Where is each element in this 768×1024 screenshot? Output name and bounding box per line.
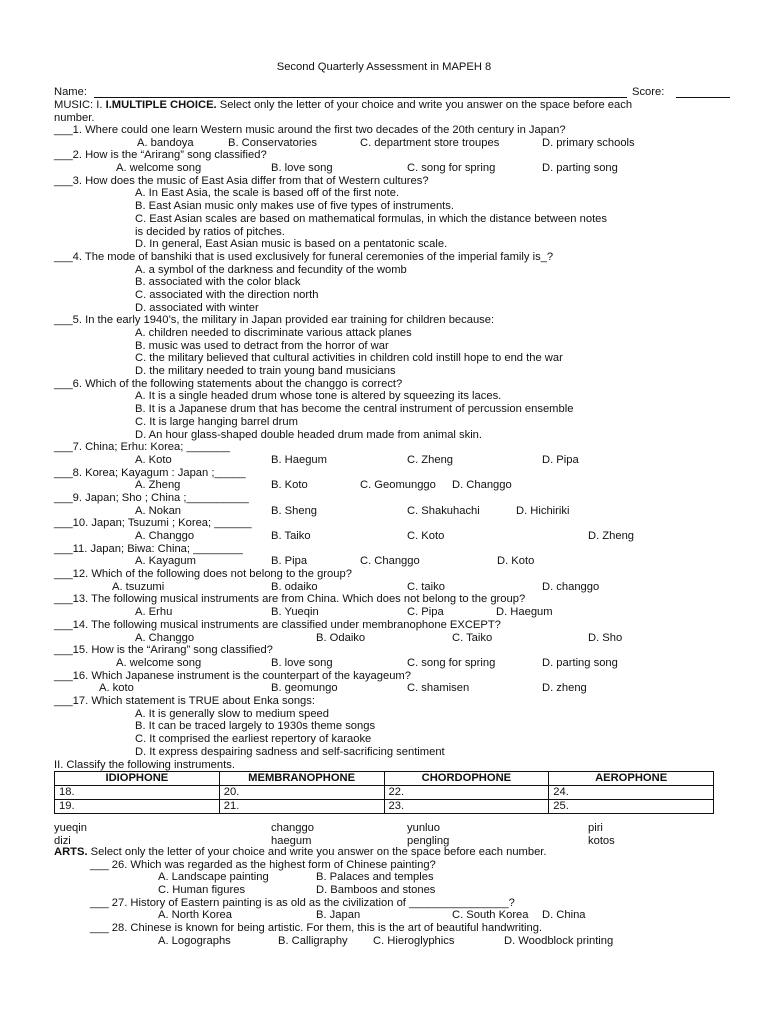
- answer-option: C. shamisen: [407, 682, 470, 695]
- page-title: Second Quarterly Assessment in MAPEH 8: [276, 61, 492, 73]
- question-stem: ___3. How does the music of East Asia differ from that of Western cultures?: [54, 174, 429, 187]
- instrument-word: yueqin: [54, 822, 87, 834]
- instrument-word-bank: [54, 822, 714, 847]
- question-stem: ___ 26. Which was regarded as the highest form of Chinese painting?: [90, 858, 436, 871]
- question-stem: ___9. Japan; Sho ; China ;__________: [54, 491, 249, 504]
- options-row: [54, 505, 714, 518]
- answer-option: B. Koto: [271, 479, 308, 492]
- answer-option: B. East Asian music only makes use of five types of instruments.: [135, 200, 454, 213]
- answer-cell[interactable]: 24.: [549, 786, 714, 800]
- column-header: AEROPHONE: [549, 772, 714, 786]
- column-header: CHORDOPHONE: [384, 772, 549, 786]
- answer-option: D. associated with winter: [135, 301, 259, 314]
- answer-option: is decided by ratios of pitches.: [135, 225, 285, 238]
- answer-option: D. China: [542, 909, 586, 922]
- column-header: IDIOPHONE: [55, 772, 220, 786]
- answer-option: B. love song: [271, 656, 333, 669]
- answer-option: B. Odaiko: [316, 631, 366, 644]
- answer-option: B. geomungo: [271, 682, 338, 695]
- answer-option: A. a symbol of the darkness and fecundity of the womb: [135, 263, 407, 276]
- name-score-row: [54, 86, 714, 99]
- answer-option: D. parting song: [542, 162, 618, 175]
- score-label: Score:: [632, 86, 665, 98]
- part2-heading: II. Classify the following instruments.: [54, 759, 235, 771]
- question-stem: ___ 28. Chinese is known for being artistic. For them, this is the art of beautiful handwriting.: [90, 922, 543, 935]
- answer-option: B. Taiko: [271, 530, 311, 542]
- arts-instruction-text: Select only the letter of your choice and write you answer on the space before each number.: [87, 846, 547, 858]
- answer-option: D. In general, East Asian music is based on a pentatonic scale.: [135, 238, 448, 251]
- answer-option: A. Kayagum: [135, 555, 196, 568]
- answer-option: C. Shakuhachi: [407, 504, 480, 517]
- options-row: [54, 162, 714, 175]
- answer-option: A. In East Asia, the scale is based off of the first note.: [135, 187, 400, 200]
- score-field-line[interactable]: [676, 97, 730, 98]
- arts-section: [54, 846, 734, 948]
- answer-option: C. the military believed that cultural activities in children cold instill hope to end the war: [135, 352, 563, 365]
- answer-cell[interactable]: 22.: [384, 786, 549, 800]
- answer-option: C. Taiko: [452, 631, 493, 644]
- options-row: [54, 581, 714, 594]
- answer-option: A. Zheng: [135, 479, 181, 492]
- answer-option: B. associated with the color black: [135, 276, 301, 289]
- options-row: [54, 479, 714, 492]
- answer-option: D. Sho: [588, 631, 623, 644]
- instrument-word: pengling: [407, 834, 450, 847]
- answer-option: D. Changgo: [452, 479, 512, 492]
- options-row: [54, 909, 734, 922]
- answer-option: A. Erhu: [135, 606, 173, 619]
- answer-option: C. associated with the direction north: [135, 288, 319, 301]
- answer-option: C. South Korea: [452, 909, 529, 922]
- answer-option: C. department store troupes: [360, 136, 500, 149]
- answer-option: D. It express despairing sadness and self-sacrificing sentiment: [135, 745, 445, 758]
- question-stem: ___1. Where could one learn Western music around the first two decades of the 20th century in Japan?: [54, 124, 566, 136]
- answer-option: C. It is large hanging barrel drum: [135, 415, 298, 428]
- answer-option: B. Haegum: [271, 453, 327, 466]
- question-stem: ___12. Which of the following does not belong to the group?: [54, 568, 352, 581]
- answer-option: D. Pipa: [542, 453, 579, 466]
- question-stem: ___7. China; Erhu: Korea; _______: [54, 441, 231, 454]
- options-row: [54, 555, 714, 568]
- music-instruction-text: Select only the letter of your choice and write you answer on the space before each: [216, 99, 633, 111]
- options-row: [54, 454, 714, 467]
- music-questions: [54, 124, 714, 758]
- options-row: [54, 682, 714, 695]
- instrument-word: haegum: [271, 834, 312, 847]
- options-row: [54, 935, 734, 948]
- question-stem: ___8. Korea; Kayagum : Japan ;_____: [54, 466, 246, 479]
- answer-cell[interactable]: 21.: [219, 800, 384, 814]
- question-stem: ___2. How is the “Arirang” song classified?: [54, 149, 267, 162]
- question-stem: ___5. In the early 1940’s, the military in Japan provided ear training for children because:: [54, 314, 495, 327]
- music-instructions: [54, 99, 714, 124]
- classification-row: [55, 786, 714, 800]
- question-stem: ___15. How is the “Arirang” song classified?: [54, 644, 273, 657]
- answer-option: C. Human figures: [158, 884, 246, 897]
- answer-option: B. Sheng: [271, 504, 318, 517]
- answer-option: D. zheng: [542, 682, 587, 695]
- instrument-word: dizi: [54, 834, 71, 847]
- answer-option: C. taiko: [407, 580, 445, 593]
- answer-option: A. Logographs: [158, 934, 231, 947]
- answer-option: A. children needed to discriminate various attack planes: [135, 327, 412, 339]
- answer-option: B. Japan: [316, 909, 361, 922]
- options-row: [54, 884, 734, 897]
- answer-option: D. primary schools: [542, 136, 635, 149]
- options-row: [54, 137, 714, 150]
- answer-cell[interactable]: 19.: [55, 800, 220, 814]
- answer-option: D. An hour glass-shaped double headed drum made from animal skin.: [135, 428, 483, 441]
- classification-row: [55, 800, 714, 814]
- answer-option: B. It is a Japanese drum that has become the central instrument of percussion ensemble: [135, 403, 574, 416]
- answer-option: C. song for spring: [407, 656, 496, 669]
- answer-option: B. Pipa: [271, 555, 308, 568]
- answer-option: D. Bamboos and stones: [316, 884, 436, 897]
- instrument-word: kotos: [588, 834, 615, 847]
- answer-option: C. Changgo: [360, 555, 420, 568]
- answer-option: B. odaiko: [271, 580, 318, 593]
- answer-option: B. Palaces and temples: [316, 871, 434, 884]
- answer-option: A. welcome song: [116, 656, 202, 669]
- name-label: Name:: [54, 86, 87, 98]
- answer-option: D. the military needed to train young band musicians: [135, 365, 396, 378]
- instrument-word: yunluo: [407, 822, 440, 834]
- answer-option: B. love song: [271, 162, 333, 175]
- column-header: MEMBRANOPHONE: [219, 772, 384, 786]
- answer-option: D. parting song: [542, 656, 618, 669]
- answer-option: C. Zheng: [407, 453, 454, 466]
- answer-option: C. Pipa: [407, 606, 444, 619]
- answer-option: B. music was used to detract from the horror of war: [135, 339, 389, 352]
- answer-option: A. Landscape painting: [158, 871, 269, 884]
- music-heading: I.MULTIPLE CHOICE.: [105, 99, 217, 111]
- question-stem: ___6. Which of the following statements about the changgo is correct?: [54, 377, 403, 390]
- question-stem: ___17. Which statement is TRUE about Enka songs:: [54, 694, 315, 707]
- options-row: [54, 530, 714, 543]
- music-instruction-line-1: [54, 99, 714, 112]
- answer-option: A. bandoya: [137, 136, 194, 149]
- answer-cell[interactable]: 25.: [549, 800, 714, 814]
- arts-instruction: [54, 846, 734, 859]
- answer-option: A. Koto: [135, 453, 172, 466]
- arts-questions: [54, 859, 734, 948]
- answer-option: C. Geomunggo: [360, 479, 436, 492]
- answer-option: D. Haegum: [496, 606, 553, 619]
- answer-option: A. It is a single headed drum whose tone is altered by squeezing its laces.: [135, 390, 502, 403]
- answer-option: D. Zheng: [588, 530, 635, 542]
- answer-option: C. Hieroglyphics: [373, 934, 455, 947]
- answer-option: C. song for spring: [407, 162, 496, 175]
- arts-heading: ARTS.: [54, 846, 88, 858]
- answer-option: A. North Korea: [158, 909, 232, 922]
- answer-option: C. East Asian scales are based on mathematical formulas, in which the distance between notes: [135, 212, 607, 225]
- answer-option: B. It can be traced largely to 1930s theme songs: [135, 720, 376, 733]
- options-row: [54, 632, 714, 645]
- options-row: [54, 871, 734, 884]
- question-stem: ___10. Japan; Tsuzumi ; Korea; ______: [54, 517, 252, 530]
- question-stem: ___14. The following musical instruments are classified under membranophone EXCEPT?: [54, 618, 501, 631]
- answer-option: A. Changgo: [135, 631, 195, 644]
- question-stem: ___4. The mode of banshiki that is used exclusively for funeral ceremonies of the imperial family is_?: [54, 250, 554, 263]
- name-field-line[interactable]: [94, 97, 627, 98]
- answer-option: D. Woodblock printing: [504, 934, 614, 947]
- answer-option: A. tsuzumi: [112, 580, 165, 593]
- question-stem: ___13. The following musical instruments are from China. Which does not belong to the group?: [54, 593, 526, 606]
- answer-option: B. Conservatories: [228, 136, 317, 149]
- answer-option: A. koto: [99, 682, 134, 695]
- answer-cell[interactable]: 18.: [55, 786, 220, 800]
- classification-header-row: [55, 772, 714, 786]
- answer-option: D. Koto: [497, 555, 535, 568]
- answer-option: D. changgo: [542, 580, 600, 593]
- answer-option: B. Calligraphy: [278, 934, 348, 947]
- question-stem: ___ 27. History of Eastern painting is as old as the civilization of ________________?: [90, 896, 515, 909]
- answer-option: C. Koto: [407, 530, 445, 542]
- answer-option: D. Hichiriki: [516, 504, 570, 517]
- classification-table: [54, 771, 714, 814]
- answer-cell[interactable]: 23.: [384, 800, 549, 814]
- answer-option: A. welcome song: [116, 162, 202, 175]
- options-row: [54, 606, 714, 619]
- answer-cell[interactable]: 20.: [219, 786, 384, 800]
- instrument-word: changgo: [271, 822, 314, 834]
- answer-option: B. Yueqin: [271, 606, 319, 619]
- question-stem: ___16. Which Japanese instrument is the counterpart of the kayageum?: [54, 669, 411, 682]
- instrument-word: piri: [588, 822, 603, 834]
- answer-option: C. It comprised the earliest repertory of karaoke: [135, 733, 372, 745]
- question-stem: ___11. Japan; Biwa: China; ________: [54, 542, 243, 555]
- answer-option: A. It is generally slow to medium speed: [135, 707, 330, 720]
- music-instruction-line-2: number.: [54, 111, 95, 124]
- answer-option: A. Changgo: [135, 530, 195, 542]
- word-row: [54, 822, 714, 835]
- options-row: [54, 657, 714, 670]
- answer-option: A. Nokan: [135, 504, 182, 517]
- music-prefix: MUSIC: I.: [54, 99, 106, 111]
